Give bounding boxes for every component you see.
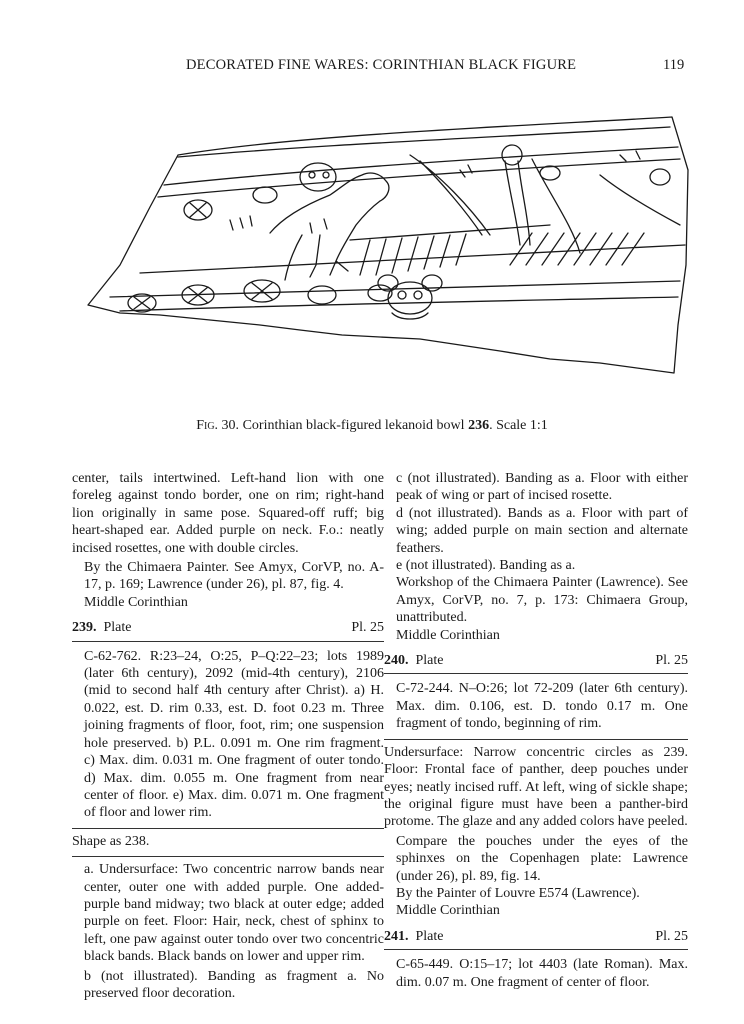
entry-number: 239. [72, 620, 97, 636]
lower-band-1 [140, 245, 685, 273]
fragment-d-description: d (not illustrated). Bands as a. Floor with part of wing; added purple on main section and alternate feathers. [396, 505, 688, 556]
entry-type: Plate [415, 928, 444, 944]
caption-prefix: Fig. 30. [196, 418, 240, 433]
plate-reference: Pl. 25 [351, 620, 384, 636]
attribution-paragraph: Workshop of the Chimaera Painter (Lawrence). See Amyx, CorVP, no. 7, p. 173: Chimaera Group, unattributed. [396, 575, 688, 626]
upper-band-2 [164, 147, 678, 185]
fragment-a-description: a. Undersurface: Two concentric narrow bands near center, outer one with added purple. One added-purple band midway; two black at outer edge; added purple on feet. Floor: Hair, neck, chest of sphinx to left, one paw against outer tondo over two concentric black bands. Black bands on lower and upper rim. [84, 862, 384, 965]
divider [72, 856, 384, 857]
incised-details [230, 151, 640, 233]
entry-number: 241. [384, 928, 409, 944]
lion-head [300, 163, 336, 191]
bird-neck [505, 161, 530, 245]
catalogue-entry-239-heading [72, 619, 384, 636]
catalogue-entry-body: C-65-449. O:15–17; lot 4403 (late Roman). Max. dim. 0.07 m. One fragment of center of floor. [396, 957, 688, 990]
entry-type: Plate [103, 620, 132, 636]
fragment-b-description: b (not illustrated). Banding as fragment a. No preserved floor decoration. [84, 968, 384, 1001]
plate-reference: Pl. 25 [655, 653, 688, 669]
wing-hatching [350, 225, 644, 275]
left-column [72, 470, 384, 1002]
catalogue-entry-240-heading [384, 652, 688, 669]
plate-reference: Pl. 25 [655, 928, 688, 944]
period-label: Middle Corinthian [396, 903, 500, 919]
divider [72, 828, 384, 829]
page-number: 119 [663, 57, 685, 73]
rosettes-upper [184, 166, 670, 220]
entry-type: Plate [415, 653, 444, 669]
comparison-paragraph: Compare the pouches under the eyes of the sphinxes on the Copenhagen plate: Lawrence (under 26), pl. 89, fig. 14. [396, 833, 688, 884]
undersurface-description: Undersurface: Narrow concentric circles as 239. Floor: Frontal face of panther, deep pouches under eyes; neatly incised ruff. At left, wing of sickle shape; the original figure must have been a panther-bird protome. The glaze and any added colors have peeled. [384, 744, 688, 830]
fragment-outline [88, 117, 688, 373]
shape-note: Shape as 238. [72, 833, 150, 849]
entry-rule [384, 949, 688, 950]
panther-face [378, 275, 442, 319]
entry-rule [384, 673, 688, 674]
fragment-e-description: e (not illustrated). Banding as a. [396, 558, 576, 574]
figure-caption [0, 418, 744, 434]
catalogue-entry-body: C-62-762. R:23–24, O:25, P–Q:22–23; lots 1989 (later 6th century), 2092 (mid-4th century), 2106 (mid to second half 4th century after Christ). a) H. 0.022, est. D. rim 0.33, est. D. foot 0.23 m. Three joining fragments of floor, foot, rim; one suspension hole preserved. b) P.L. 0.091 m. One rim fragment. c) Max. dim. 0.031 m. One fragment of outer tondo. d) Max. dim. 0.055 m. One fragment from near center of floor. e) Max. dim. 0.071 m. One fragment of floor and lower rim. [84, 648, 384, 821]
catalogue-entry-241-heading [384, 928, 688, 945]
catalogue-entry-body: C-72-244. N–O:26; lot 72-209 (later 6th century). Max. dim. 0.106, est. D. tondo 0.17 m. One fragment of tondo, beginning of rim. [396, 681, 688, 732]
paragraph: By the Chimaera Painter. See Amyx, CorVP, no. A-17, p. 169; Lawrence (under 26), pl. 87, fig. 4. [84, 560, 384, 593]
period-label: Middle Corinthian [396, 627, 500, 643]
attribution-paragraph: By the Painter of Louvre E574 (Lawrence). [396, 885, 640, 901]
entry-number: 240. [384, 653, 409, 669]
entry-rule [72, 641, 384, 642]
lekanoid-bowl-drawing [80, 115, 692, 380]
caption-number: 236 [468, 418, 490, 433]
running-header: DECORATED FINE WARES: CORINTHIAN BLACK FIGURE [186, 57, 577, 73]
divider [384, 739, 688, 740]
right-column [384, 470, 688, 991]
caption-text: Corinthian black-figured lekanoid bowl [242, 418, 465, 433]
caption-scale: . Scale 1:1 [489, 418, 548, 433]
fragment-c-description: c (not illustrated). Banding as a. Floor with either peak of wing or part of incised rosette. [396, 471, 688, 504]
period-label: Middle Corinthian [84, 594, 188, 610]
paragraph: center, tails intertwined. Left-hand lion with one foreleg against tondo border, one on rim; right-hand lion originally in same pose. Squared-off ruff; big heart-shaped ear. Added purple on neck. F.o.: neatly incised rosettes, one with double circles. [72, 471, 384, 556]
